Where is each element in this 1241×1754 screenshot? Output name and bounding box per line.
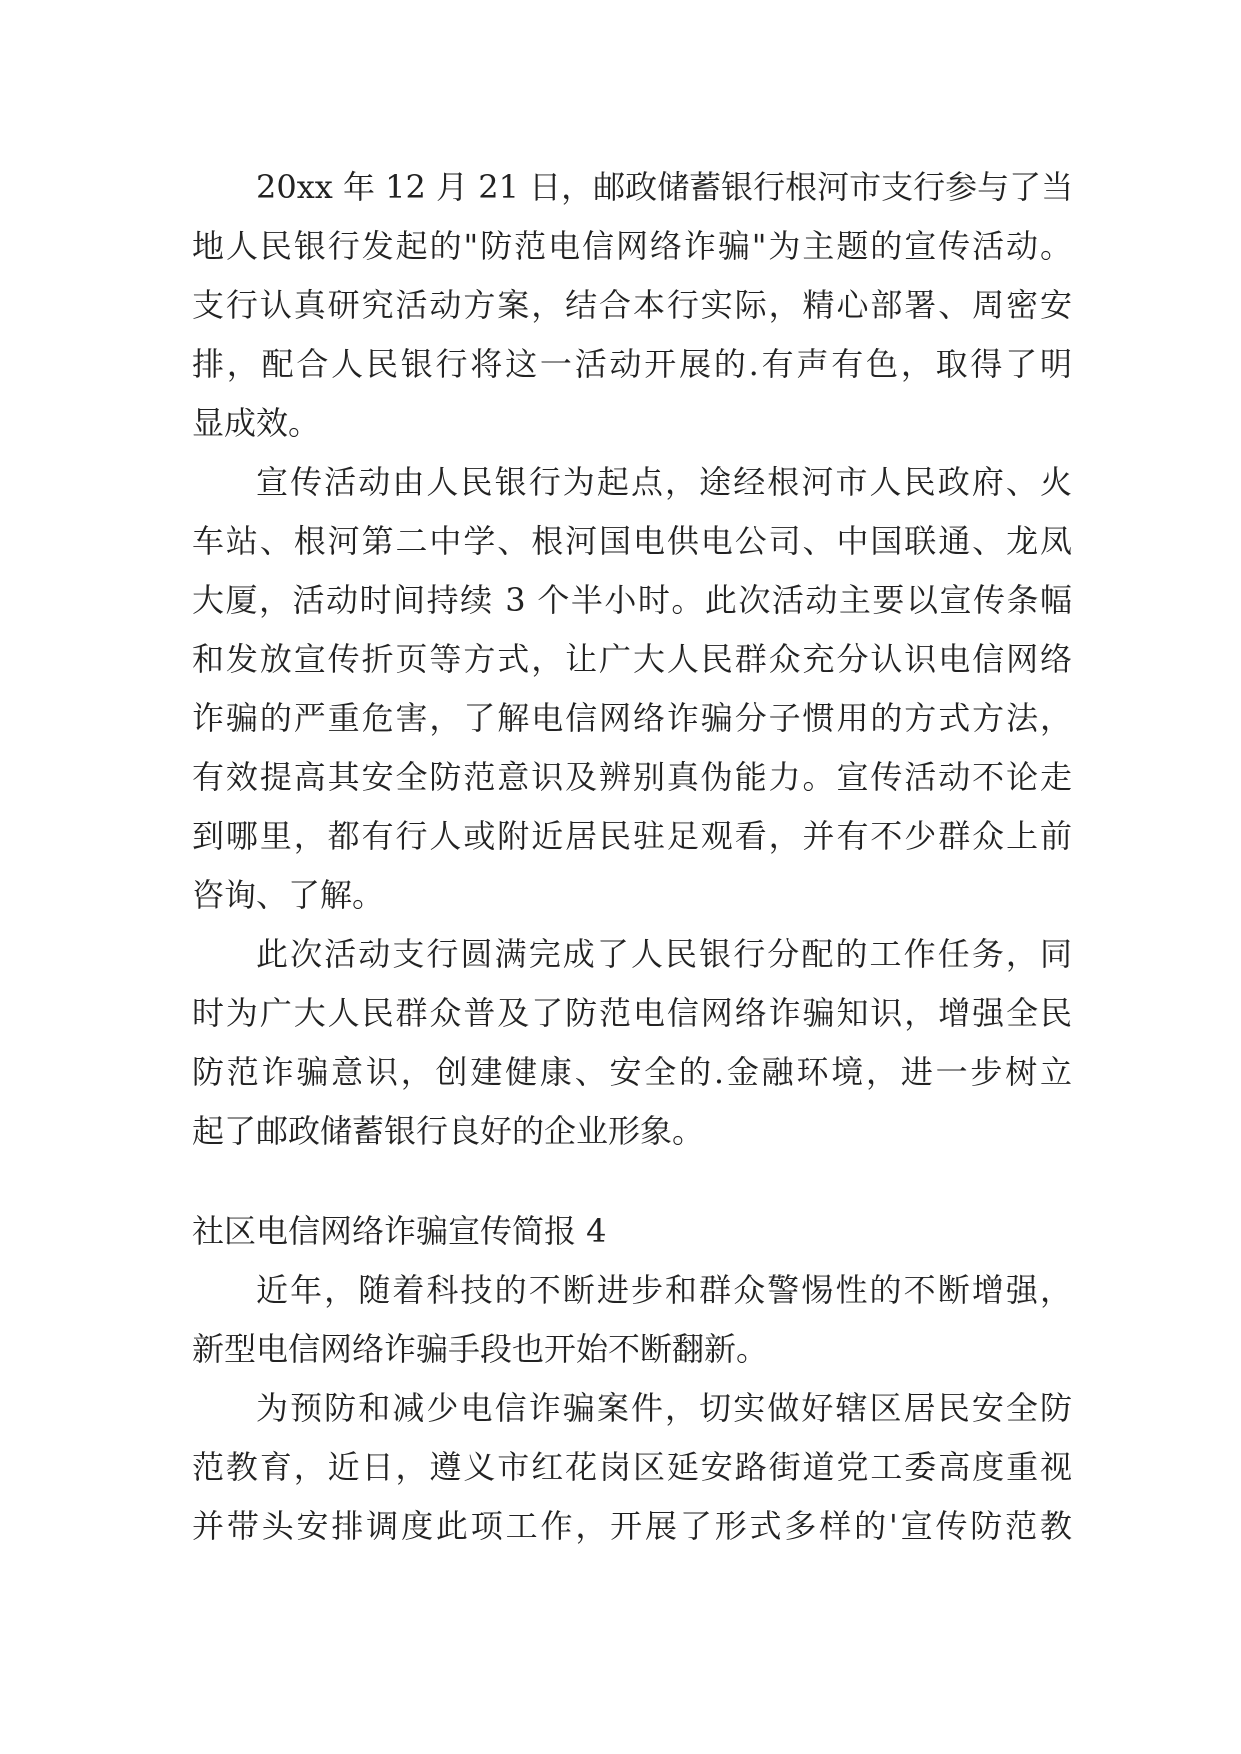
text-line: 范教育，近日，遵义市红花岗区延安路街道党工委高度重视 [192, 1448, 1072, 1486]
paragraph-4 [192, 1261, 1072, 1379]
text-line: 此次活动支行圆满完成了人民银行分配的工作任务，同 [256, 935, 1072, 973]
text-line: 大厦，活动时间持续 3 个半小时。此次活动主要以宣传条幅 [192, 581, 1072, 619]
text-line: 新型电信网络诈骗手段也开始不断翻新。 [192, 1330, 769, 1368]
text-line: 到哪里，都有行人或附近居民驻足观看，并有不少群众上前 [192, 817, 1072, 855]
paragraph-1 [192, 158, 1072, 453]
text-line: 为预防和减少电信诈骗案件，切实做好辖区居民安全防 [256, 1389, 1072, 1427]
text-line: 支行认真研究活动方案，结合本行实际，精心部署、周密安 [192, 286, 1072, 324]
text-line: 地人民银行发起的"防范电信网络诈骗"为主题的宣传活动。 [192, 227, 1072, 265]
text-line: 排，配合人民银行将这一活动开展的.有声有色，取得了明 [192, 345, 1072, 383]
paragraph-2 [192, 453, 1072, 925]
text-line: 20xx 年 12 月 21 日，邮政储蓄银行根河市支行参与了当 [256, 168, 1074, 206]
section-heading: 社区电信网络诈骗宣传简报 4 [192, 1212, 607, 1250]
text-line: 宣传活动由人民银行为起点，途经根河市人民政府、火 [256, 463, 1072, 501]
paragraph-5 [192, 1379, 1072, 1556]
text-line: 有效提高其安全防范意识及辨别真伪能力。宣传活动不论走 [192, 758, 1072, 796]
text-line: 诈骗的严重危害，了解电信网络诈骗分子惯用的方式方法， [192, 699, 1072, 737]
text-line: 和发放宣传折页等方式，让广大人民群众充分认识电信网络 [192, 640, 1072, 678]
text-line: 显成效。 [192, 404, 321, 442]
text-line: 防范诈骗意识，创建健康、安全的.金融环境，进一步树立 [192, 1053, 1072, 1091]
text-line: 近年，随着科技的不断进步和群众警惕性的不断增强， [256, 1271, 1072, 1309]
paragraph-3 [192, 925, 1072, 1161]
text-line: 时为广大人民群众普及了防范电信网络诈骗知识，增强全民 [192, 994, 1072, 1032]
text-line: 并带头安排调度此项工作，开展了形式多样的'宣传防范教 [192, 1507, 1072, 1545]
section-heading-block [192, 1202, 1072, 1261]
text-line: 车站、根河第二中学、根河国电供电公司、中国联通、龙凤 [192, 522, 1072, 560]
text-line: 咨询、了解。 [192, 876, 385, 914]
text-line: 起了邮政储蓄银行良好的企业形象。 [192, 1112, 705, 1150]
